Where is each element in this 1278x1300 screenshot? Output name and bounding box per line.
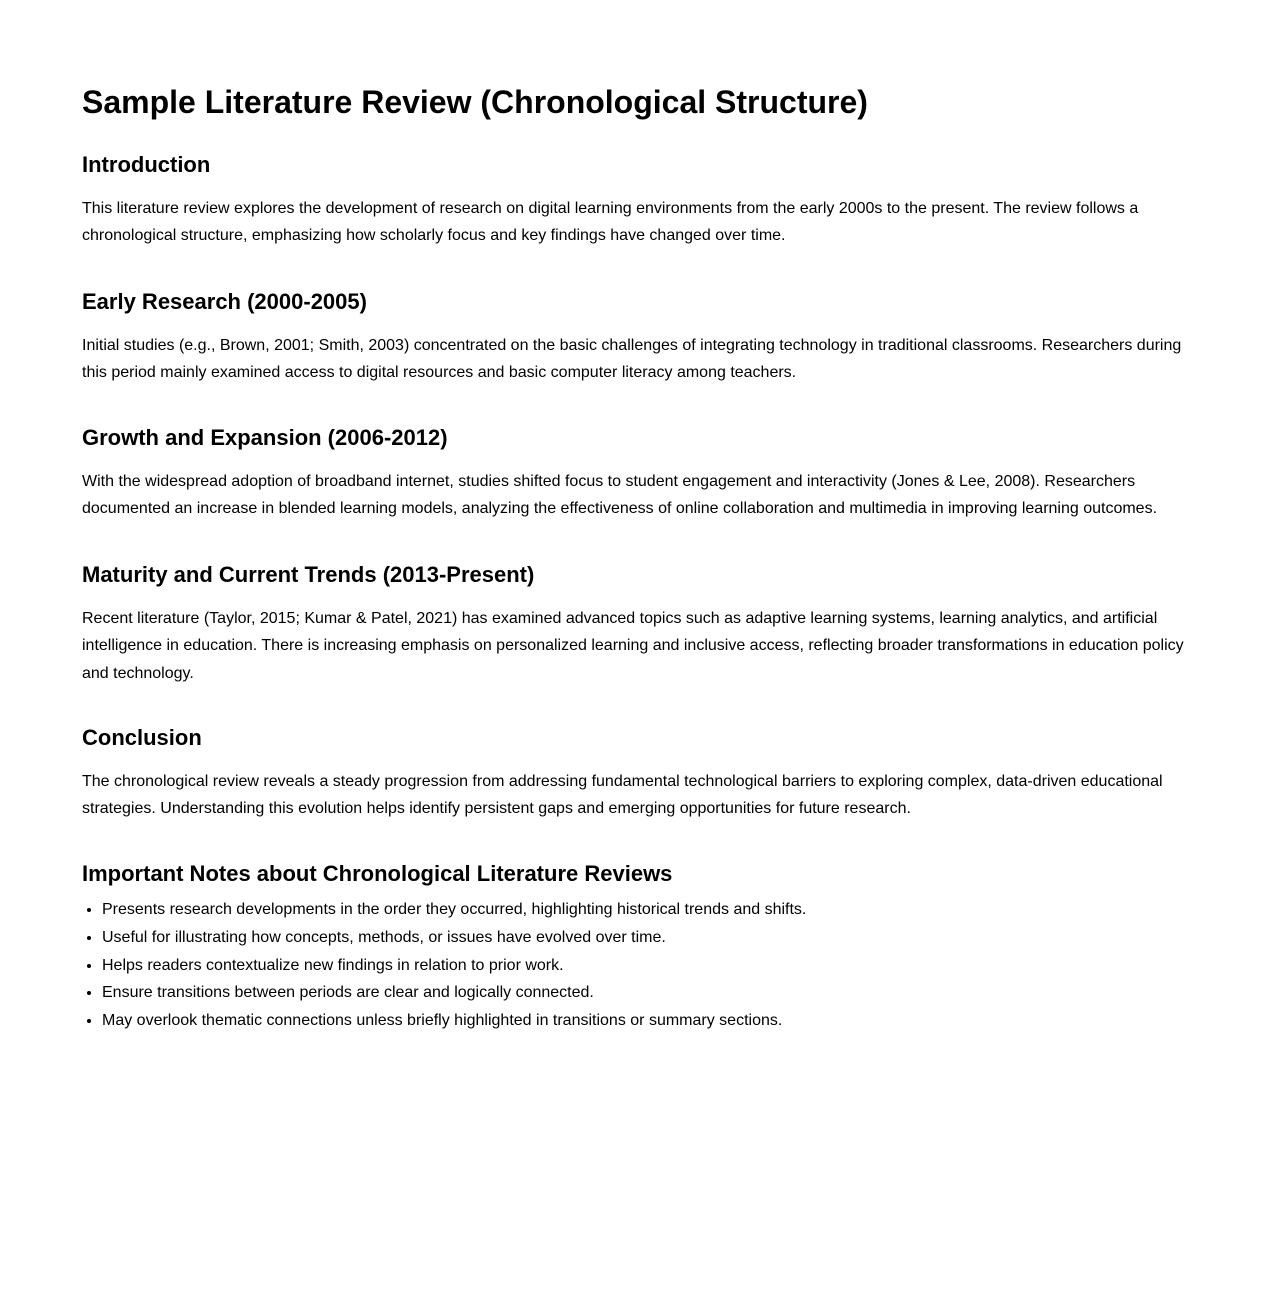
section-maturity-trends xyxy=(82,561,1194,687)
list-item: • Useful for illustrating how concepts, methods, or issues have evolved over time. xyxy=(102,924,1194,952)
section-body: With the widespread adoption of broadband internet, studies shifted focus to student engagement and interactivity (Jones & Lee, 2008). Researchers documented an increase in blended learning models, analyzing the effectiveness of online collaboration and multimedia in improving learning outcomes. xyxy=(82,473,1158,518)
section-conclusion xyxy=(82,724,1194,823)
list-item: • Presents research developments in the order they occurred, highlighting historical trends and shifts. xyxy=(102,896,1194,924)
section-heading: Important Notes about Chronological Literature Reviews xyxy=(82,861,673,886)
section-early-research xyxy=(82,288,1194,387)
section-body: Initial studies (e.g., Brown, 2001; Smith, 2003) concentrated on the basic challenges of integrating technology in traditional classrooms. Researchers during this period mainly examined access to digital resources and basic computer literacy among teachers. xyxy=(82,337,1182,382)
section-body: The chronological review reveals a steady progression from addressing fundamental technological barriers to exploring complex, data-driven educational strategies. Understanding this evolution helps identify persistent gaps and emerging opportunities for future research. xyxy=(82,773,1163,818)
section-important-notes xyxy=(82,860,1194,1035)
section-heading: Growth and Expansion (2006-2012) xyxy=(82,425,448,450)
section-heading: Maturity and Current Trends (2013-Present) xyxy=(82,562,535,587)
notes-list xyxy=(82,896,1194,1035)
list-item: • Helps readers contextualize new findings in relation to prior work. xyxy=(102,952,1194,980)
section-heading: Conclusion xyxy=(82,725,202,750)
page-title: Sample Literature Review (Chronological Structure) xyxy=(82,84,868,120)
list-item: • May overlook thematic connections unless briefly highlighted in transitions or summary sections. xyxy=(102,1007,1194,1035)
section-body: Recent literature (Taylor, 2015; Kumar & Patel, 2021) has examined advanced topics such as adaptive learning systems, learning analytics, and artificial intelligence in education. There is increasing emphasis on personalized learning and inclusive access, reflecting broader transformations in education policy and technology. xyxy=(82,610,1184,682)
section-heading: Introduction xyxy=(82,152,211,177)
list-item: • Ensure transitions between periods are clear and logically connected. xyxy=(102,979,1194,1007)
section-heading: Early Research (2000-2005) xyxy=(82,289,367,314)
section-introduction xyxy=(82,151,1194,250)
section-growth-expansion xyxy=(82,424,1194,523)
section-body: This literature review explores the development of research on digital learning environments from the early 2000s to the present. The review follows a chronological structure, emphasizing how scholarly focus and key findings have changed over time. xyxy=(82,200,1139,245)
